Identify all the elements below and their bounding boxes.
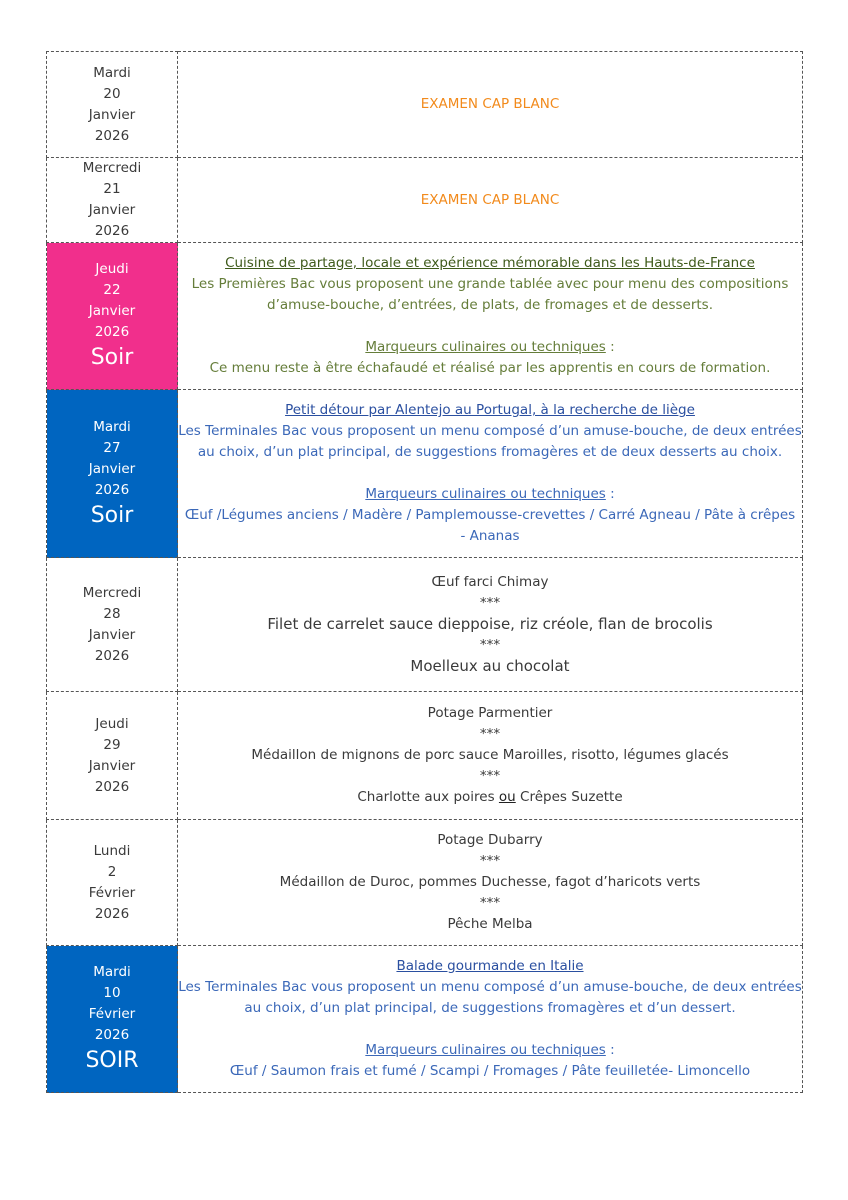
separator: *** (479, 895, 501, 911)
menu-title: Balade gourmande en Italie (396, 958, 584, 974)
separator: *** (479, 595, 501, 611)
year: 2026 (94, 778, 130, 795)
separator: *** (479, 726, 501, 742)
day-name: Jeudi (95, 261, 129, 277)
separator: *** (479, 768, 501, 784)
markers-heading (178, 337, 802, 358)
menu-description: d’amuse-bouche, d’entrées, de plats, de fromages et de desserts. (267, 297, 713, 313)
table-row (47, 243, 803, 390)
markers-suffix: : (605, 486, 615, 502)
main-course: Filet de carrelet sauce dieppoise, riz créole, flan de brocolis (267, 615, 713, 633)
date-cell (47, 692, 178, 820)
dessert-option-b: Crêpes Suzette (515, 789, 623, 805)
markers-list: Œuf /Légumes anciens / Madère / Pamplemousse-crevettes / Carré Agneau / Pâte à crêpes (184, 507, 796, 523)
menu-cell (178, 52, 803, 158)
main-course: Médaillon de Duroc, pommes Duchesse, fagot d’haricots verts (279, 874, 701, 890)
menu-description: Les Terminales Bac vous proposent un menu composé d’un amuse-bouche, de deux entrées (178, 423, 802, 439)
menu-cell (178, 158, 803, 243)
month: Janvier (88, 202, 136, 218)
markers-list: Ce menu reste à être échafaudé et réalisé par les apprentis en cours de formation. (209, 360, 771, 376)
markers-heading (178, 484, 802, 505)
spacer (178, 1019, 802, 1040)
day-name: Lundi (93, 842, 131, 859)
date-cell (47, 390, 178, 558)
year: 2026 (94, 324, 130, 340)
table-row (47, 52, 803, 158)
day-number: 27 (103, 439, 121, 456)
table-row (47, 158, 803, 243)
starter: Potage Parmentier (427, 705, 553, 721)
date-cell (47, 52, 178, 158)
separator: *** (479, 637, 501, 653)
year: 2026 (94, 647, 130, 664)
year: 2026 (94, 223, 130, 239)
month: Janvier (88, 106, 136, 123)
spacer (178, 316, 802, 337)
dessert: Pêche Melba (447, 916, 533, 932)
spacer (178, 463, 802, 484)
exam-label: EXAMEN CAP BLANC (420, 96, 560, 112)
menu-cell (178, 390, 803, 558)
year: 2026 (94, 127, 130, 144)
menu-cell (178, 692, 803, 820)
day-name: Mardi (93, 418, 131, 435)
menu-description: Les Premières Bac vous proposent une grande tablée avec pour menu des compositions (191, 276, 789, 292)
menu-cell (178, 558, 803, 692)
dessert-or: ou (498, 789, 516, 805)
day-number: 28 (103, 605, 121, 622)
period-label: SOIR (85, 1048, 139, 1073)
menu-description: au choix, d’un plat principal, de suggestions fromagères et de deux desserts au choix. (197, 444, 783, 460)
starter: Potage Dubarry (437, 832, 543, 848)
markers-label: Marqueurs culinaires ou techniques (365, 1042, 606, 1058)
day-name: Mercredi (82, 160, 142, 176)
date-cell (47, 558, 178, 692)
table-row (47, 390, 803, 558)
day-name: Jeudi (95, 715, 129, 732)
menu-cell (178, 243, 803, 390)
date-cell (47, 946, 178, 1093)
markers-suffix: : (605, 339, 615, 355)
menu-table (46, 51, 803, 1093)
dessert-option-a: Charlotte aux poires (357, 789, 499, 805)
markers-label: Marqueurs culinaires ou techniques (365, 486, 606, 502)
dessert: Moelleux au chocolat (410, 657, 570, 675)
day-number: 21 (103, 181, 121, 197)
day-name: Mercredi (82, 584, 142, 601)
day-name: Mardi (93, 64, 131, 81)
year: 2026 (94, 905, 130, 922)
markers-label: Marqueurs culinaires ou techniques (365, 339, 606, 355)
menu-description: Les Terminales Bac vous proposent un menu composé d’un amuse-bouche, de deux entrées (178, 979, 802, 995)
year: 2026 (94, 1027, 130, 1043)
period-label: Soir (90, 345, 134, 370)
table-row (47, 692, 803, 820)
day-name: Mardi (93, 964, 131, 980)
main-course: Médaillon de mignons de porc sauce Maroilles, risotto, légumes glacés (251, 747, 729, 763)
markers-list: Œuf / Saumon frais et fumé / Scampi / Fromages / Pâte feuilletée- Limoncello (229, 1063, 751, 1079)
table-row (47, 946, 803, 1093)
date-cell (47, 820, 178, 946)
day-number: 29 (103, 736, 121, 753)
exam-label: EXAMEN CAP BLANC (420, 191, 560, 208)
month: Janvier (88, 460, 136, 477)
menu-title: Cuisine de partage, locale et expérience mémorable dans les Hauts-de-France (225, 255, 755, 271)
day-number: 2 (107, 863, 117, 880)
starter: Œuf farci Chimay (431, 574, 549, 590)
day-number: 10 (103, 985, 121, 1001)
dessert (178, 787, 802, 808)
table-row (47, 558, 803, 692)
month: Janvier (88, 757, 136, 774)
menu-cell (178, 820, 803, 946)
markers-list: - Ananas (460, 528, 520, 544)
month: Janvier (88, 303, 136, 319)
table-row (47, 820, 803, 946)
day-number: 22 (103, 282, 121, 298)
month: Février (88, 1006, 136, 1022)
period-label: Soir (90, 502, 134, 528)
separator: *** (479, 853, 501, 869)
markers-suffix: : (605, 1042, 615, 1058)
day-number: 20 (103, 85, 121, 102)
menu-cell (178, 946, 803, 1093)
date-cell (47, 243, 178, 390)
year: 2026 (94, 481, 130, 498)
date-cell (47, 158, 178, 243)
month: Février (88, 884, 136, 901)
month: Janvier (88, 626, 136, 643)
markers-heading (178, 1040, 802, 1061)
menu-description: au choix, d’un plat principal, de suggestions fromagères et d’un dessert. (244, 1000, 736, 1016)
menu-title: Petit détour par Alentejo au Portugal, à la recherche de liège (285, 402, 695, 418)
